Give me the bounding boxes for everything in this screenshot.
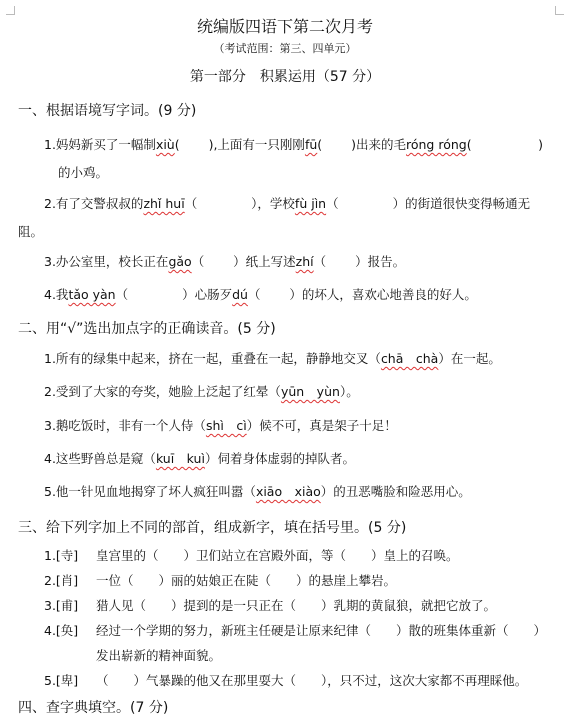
pinyin: xiù [155,137,175,152]
s1-question-2-cont: 阻。 [18,224,44,239]
s1-question-4: 4.我tǎo yàn（ ）心肠歹dú（ ）的坏人，喜欢心地善良的好人。 [44,287,477,302]
pinyin: tǎo yàn [68,287,116,302]
pinyin-options: kuī kuì [155,451,205,466]
pinyin: fū [304,137,318,152]
s1-question-2: 2.有了交警叔叔的zhǐ huī（ ），学校fù jìn（ ）的街道很快变得畅通无 [44,196,531,211]
s3-row-text: 一位（ ）丽的姑娘正在陡（ ）的悬崖上攀岩。 [96,573,397,588]
pinyin-options: chā chà [380,351,439,366]
s1-question-1: 1.妈妈新买了一幅制xiù( ),上面有一只刚刚fū( )出来的毛róng róng( ) [44,137,543,152]
s3-row-text: 经过一个学期的努力，新班主任硬是让原来纪律（ ）散的班集体重新（ ） [96,623,547,638]
s2-question-2: 2.受到了大家的夸奖，她脸上泛起了红晕（yūn yùn）。 [44,384,359,399]
s3-tag: 1.[寺] [44,548,79,563]
s3-row-text: 猎人见（ ）提到的是一只正在（ ）乳期的黄鼠狼，就把它放了。 [96,598,497,613]
s3-tag: 5.[卑] [44,673,79,688]
pinyin: róng róng [406,137,467,152]
exam-title: 统编版四语下第二次月考 [196,17,373,36]
s3-tag: 2.[肖] [44,573,79,588]
section2-title: 二、用“√”选出加点字的正确读音。(5 分) [18,321,276,337]
exam-subtitle: （考试范围：第三、四单元） [213,42,357,55]
pinyin: zhí [295,254,314,269]
section4-title: 四、查字典填空。(7 分) [18,700,169,716]
pinyin: gǎo [168,254,192,269]
s3-row-text: 皇宫里的（ ）卫们站立在宫殿外面，等（ ）皇上的召唤。 [96,548,459,563]
s1-question-3: 3.办公室里，校长正在gǎo（ ）纸上写述zhí（ ）报告。 [44,254,406,269]
pinyin-options: xiāo xiào [255,484,321,499]
pinyin: zhǐ huī [143,196,185,211]
s3-row-text: （ ）气暴躁的他又在那里耍大（ ），只不过，这次大家都不再理睬他。 [96,673,528,688]
section1-title: 一、根据语境写字词。(9 分) [18,103,197,119]
s2-question-5: 5.他一针见血地揭穿了坏人疯狂叫嚣（xiāo xiào）的丑恶嘴脸和险恶用心。 [44,484,471,499]
pinyin: fù jìn [294,196,327,211]
s1-question-1-cont: 的小鸡。 [58,165,109,180]
s2-question-4: 4.这些野兽总是窥（kuī kuì）伺着身体虚弱的掉队者。 [44,451,355,466]
s3-tag: 3.[甫] [44,598,79,613]
pinyin-options: shì cì [205,418,247,433]
part-heading: 第一部分 积累运用（57 分） [189,69,381,85]
section3-title: 三、给下列字加上不同的部首，组成新字，填在括号里。(5 分) [18,520,407,536]
s3-row-text: 发出崭新的精神面貌。 [96,648,222,663]
s3-tag: 4.[奂] [44,623,79,638]
s2-question-1: 1.所有的绿集中起来，挤在一起，重叠在一起，静静地交叉（chā chà）在一起。 [44,351,501,366]
pinyin-options: yūn yùn [280,384,340,399]
pinyin: dú [232,287,248,302]
s2-question-3: 3.鹅吃饭时，非有一个人侍（shì cì）候不可，真是架子十足！ [44,418,397,433]
